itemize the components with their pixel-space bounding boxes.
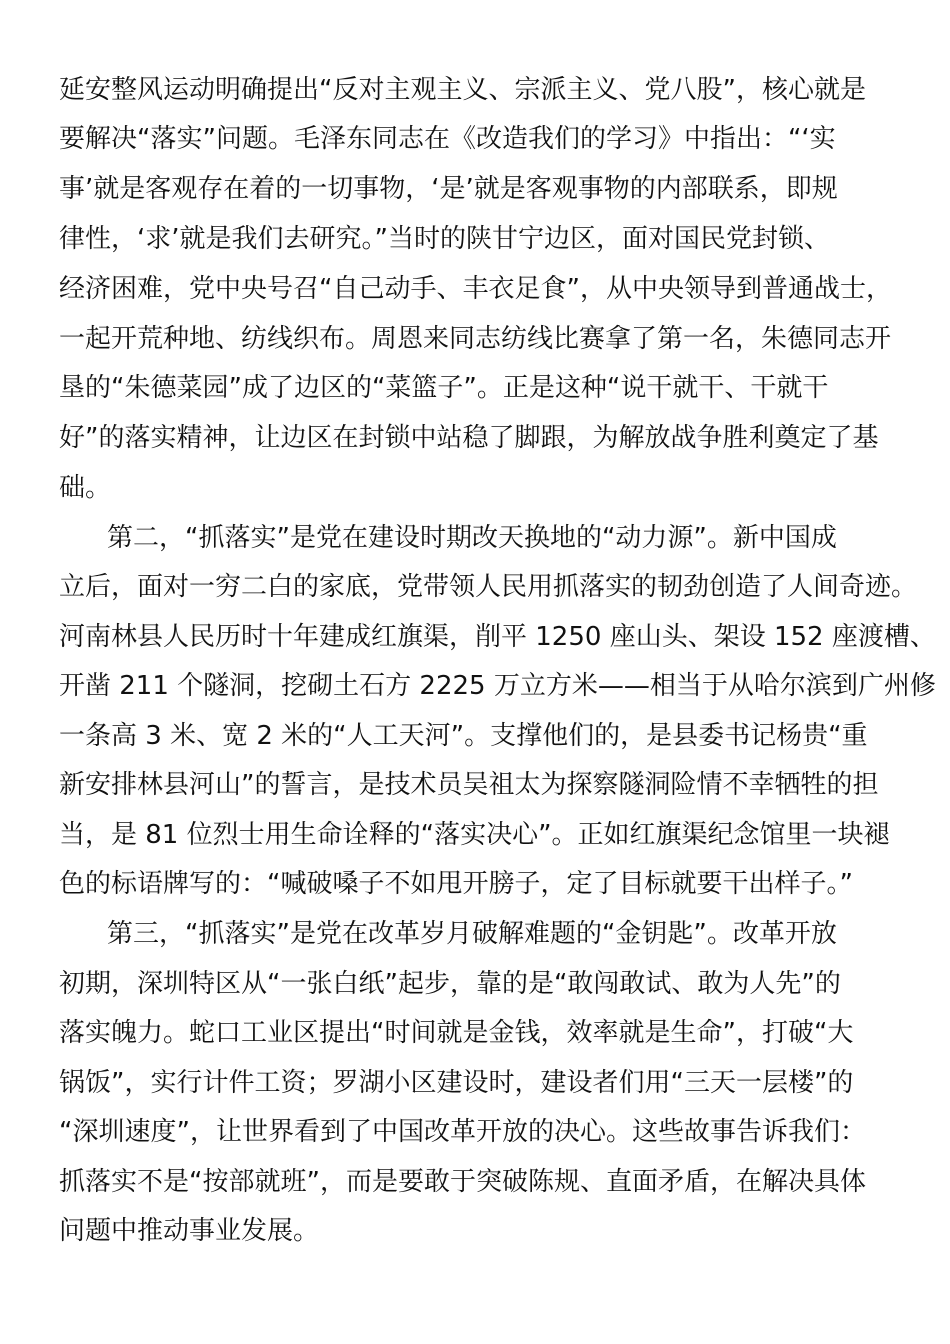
text-line-20: 落实魄力。蛇口工业区提出“时间就是金钱，效率就是生命”，打破“大: [59, 1018, 854, 1048]
text-line-2: 要解决“落实”问题。毛泽东同志在《改造我们的学习》中指出：“‘实: [59, 124, 836, 154]
text-line-15: 新安排林县河山”的誓言，是技术员吴祖太为探察隧洞险情不幸牺牲的担: [59, 770, 879, 800]
paragraph-3-first-line: 第三，“抓落实”是党在改革岁月破解难题的“金钥匙”。改革开放: [107, 919, 837, 949]
text-line-4: 律性，‘求’就是我们去研究。”当时的陕甘宁边区，面对国民党封锁、: [59, 224, 830, 254]
text-line-16: 当，是 81 位烈士用生命诠释的“落实决心”。正如红旗渠纪念馆里一块褪: [59, 820, 890, 850]
text-line-24: 问题中推动事业发展。: [59, 1216, 320, 1246]
text-line-1: 延安整风运动明确提出“反对主观主义、宗派主义、党八股”，核心就是: [59, 75, 866, 105]
text-line-19: 初期，深圳特区从“一张白纸”起步，靠的是“敢闯敢试、敢为人先”的: [59, 969, 841, 999]
text-line-9: 础。: [59, 473, 112, 503]
text-line-6: 一起开荒种地、纺线织布。周恩来同志纺线比赛拿了第一名，朱德同志开: [59, 324, 892, 354]
text-line-8: 好”的落实精神，让边区在封锁中站稳了脚跟，为解放战争胜利奠定了基: [59, 423, 879, 453]
text-line-21: 锅饭”，实行计件工资；罗湖小区建设时，建设者们用“三天一层楼”的: [59, 1068, 854, 1098]
text-line-3: 事’就是客观存在着的一切事物，‘是’就是客观事物的内部联系，即规: [59, 174, 838, 204]
text-line-11: 立后，面对一穷二白的家底，党带领人民用抓落实的韧劲创造了人间奇迹。: [59, 572, 918, 602]
text-line-5: 经济困难，党中央号召“自己动手、丰衣足食”，从中央领导到普通战士，: [59, 274, 892, 304]
text-line-23: 抓落实不是“按部就班”，而是要敢于突破陈规、直面矛盾，在解决具体: [59, 1167, 866, 1197]
text-line-14: 一条高 3 米、宽 2 米的“人工天河”。支撑他们的，是县委书记杨贵“重: [59, 721, 868, 751]
text-line-7: 垦的“朱德菜园”成了边区的“菜篮子”。正是这种“说干就干、干就干: [59, 373, 829, 403]
text-line-17: 色的标语牌写的：“喊破嗓子不如甩开膀子，定了目标就要干出样子。”: [59, 869, 853, 899]
text-line-12: 河南林县人民历时十年建成红旗渠，削平 1250 座山头、架设 152 座渡槽、: [59, 622, 936, 652]
paragraph-2-first-line: 第二，“抓落实”是党在建设时期改天换地的“动力源”。新中国成: [107, 523, 837, 553]
text-line-22: “深圳速度”，让世界看到了中国改革开放的决心。这些故事告诉我们：: [59, 1117, 866, 1147]
text-line-13: 开凿 211 个隧洞，挖砌土石方 2225 万立方米——相当于从哈尔滨到广州修: [59, 671, 936, 701]
